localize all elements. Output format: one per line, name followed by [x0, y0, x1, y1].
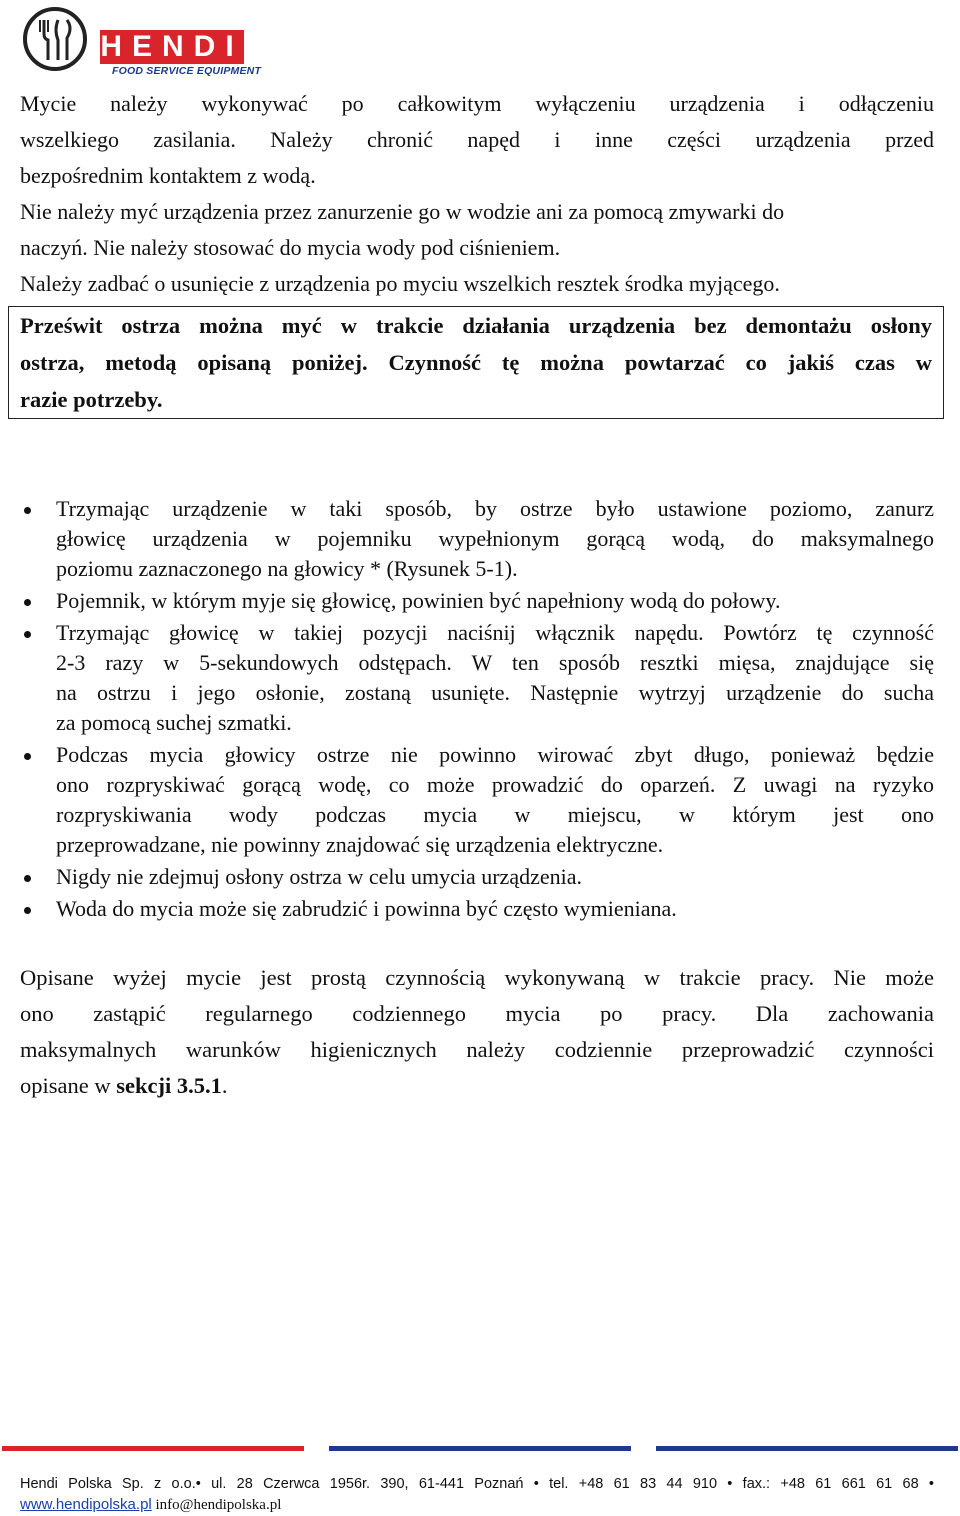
footer-bar-red — [2, 1446, 304, 1451]
list-item-line: 2-3 razy w 5-sekundowych odstępach. W ten sposób resztki mięsa, znajdujące się — [56, 650, 934, 675]
closing-line-3: maksymalnych warunków higienicznych należy codziennie przeprowadzić czynności — [20, 1037, 934, 1062]
list-item-line: głowicę urządzenia w pojemniku wypełnionym gorącą wodą, do maksymalnego — [56, 526, 934, 551]
closing-line-1: Opisane wyżej mycie jest prostą czynnością wykonywaną w trakcie pracy. Nie może — [20, 965, 934, 990]
bullet-icon — [24, 599, 31, 606]
intro-line-1: Mycie należy wykonywać po całkowitym wyłączeniu urządzenia i odłączeniu — [20, 91, 934, 116]
email-link[interactable]: info@hendipolska.pl — [155, 1497, 282, 1513]
list-item-line: Woda do mycia może się zabrudzić i powinna być często wymieniana. — [56, 896, 677, 921]
logo-wordmark — [100, 30, 244, 64]
list-item-line: poziomu zaznaczonego na głowicy * (Rysunek 5-1). — [56, 556, 518, 581]
list-item — [0, 740, 934, 860]
list-item-line: przeprowadzane, nie powinny znajdować się urządzenia elektryczne. — [56, 832, 664, 857]
bullet-icon — [24, 907, 31, 914]
list-item — [0, 862, 934, 892]
footer-contact — [20, 1495, 281, 1515]
intro-line-5: naczyń. Nie należy stosować do mycia wody pod ciśnieniem. — [20, 235, 561, 260]
list-item-line: ono rozpryskiwać gorącą wodę, co może prowadzić do oparzeń. Z uwagi na ryzyko — [56, 772, 934, 797]
intro-line-6: Należy zadbać o usunięcie z urządzenia po myciu wszelkich resztek środka myjącego. — [20, 271, 780, 296]
footer-address: Hendi Polska Sp. z o.o.• ul. 28 Czerwca 1956r. 390, 61-441 Poznań • tel. +48 61 83 44 910 • fax.: +48 61 661 61 68 • — [20, 1476, 934, 1492]
list-item-line: za pomocą suchej szmatki. — [56, 710, 292, 735]
intro-line-4: Nie należy myć urządzenia przez zanurzenie go w wodzie ani za pomocą zmywarki do — [20, 199, 785, 224]
notice-line-3: razie potrzeby. — [20, 387, 163, 412]
list-item-line: rozpryskiwania wody podczas mycia w miejscu, w którym jest ono — [56, 802, 934, 827]
list-item-line: Pojemnik, w którym myje się głowicę, powinien być napełniony wodą do połowy. — [56, 588, 781, 613]
list-item-line: na ostrzu i jego osłonie, zostaną usunięte. Następnie wytrzyj urządzenie do sucha — [56, 680, 934, 705]
intro-line-3: bezpośrednim kontaktem z wodą. — [20, 163, 316, 188]
list-item — [0, 494, 934, 584]
bullet-icon — [24, 753, 31, 760]
notice-text — [20, 307, 932, 418]
list-item-line: Podczas mycia głowicy ostrze nie powinno wirować zbyt długo, ponieważ będzie — [56, 742, 934, 767]
list-item — [0, 586, 934, 616]
bullet-icon — [24, 507, 31, 514]
cutlery-circle-icon — [22, 6, 88, 72]
logo-text: HENDI — [100, 30, 244, 63]
notice-line-2: ostrza, metodą opisaną poniżej. Czynność tę można powtarzać co jakiś czas w — [20, 350, 932, 375]
closing-line-4-suffix: . — [221, 1073, 228, 1098]
footer-bar-blue — [329, 1446, 631, 1451]
closing-line-2: ono zastąpić regularnego codziennego mycia po pracy. Dla zachowania — [20, 1001, 934, 1026]
list-item — [0, 618, 934, 738]
list-item — [0, 894, 934, 924]
footer-bar-blue-2 — [656, 1446, 958, 1451]
website-link[interactable]: www.hendipolska.pl — [20, 1496, 152, 1513]
bullet-icon — [24, 875, 31, 882]
washing-steps-list — [0, 494, 960, 926]
company-logo — [22, 6, 262, 78]
logo-tagline: FOOD SERVICE EQUIPMENT — [112, 65, 262, 77]
list-item-line: Trzymając głowicę w takiej pozycji naciśnij włącznik napędu. Powtórz tę czynność — [56, 620, 934, 645]
closing-paragraph — [20, 960, 934, 1104]
intro-line-2: wszelkiego zasilania. Należy chronić napęd i inne części urządzenia przed — [20, 127, 934, 152]
section-reference: sekcji 3.5.1 — [116, 1073, 222, 1098]
list-item-line: Trzymając urządzenie w taki sposób, by ostrze było ustawione poziomo, zanurz — [56, 496, 934, 521]
closing-line-4-prefix: opisane w — [20, 1073, 117, 1098]
closing-line-4 — [20, 1068, 934, 1104]
list-item-line: Nigdy nie zdejmuj osłony ostrza w celu umycia urządzenia. — [56, 864, 582, 889]
bullet-icon — [24, 631, 31, 638]
notice-line-1: Prześwit ostrza można myć w trakcie działania urządzenia bez demontażu osłony — [20, 313, 932, 338]
